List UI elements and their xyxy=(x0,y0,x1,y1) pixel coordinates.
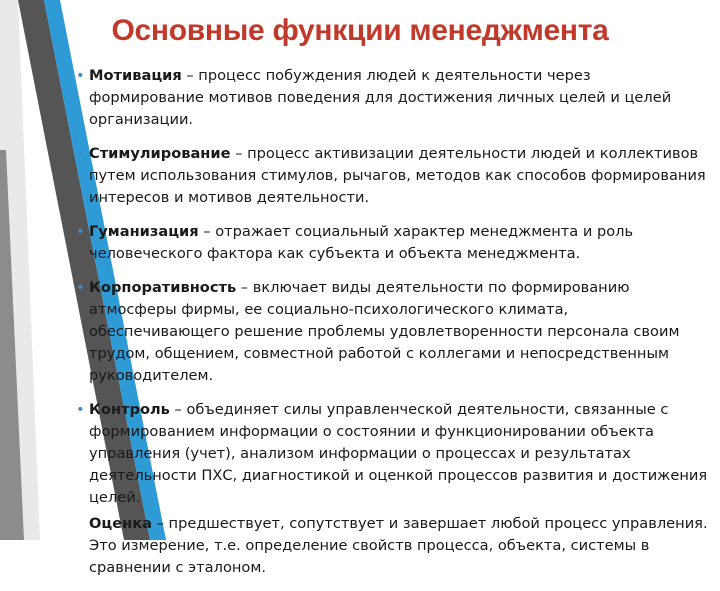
item-desc: – предшествует, сопутствует и завершает любой процесс управления. Это измерение, т.е. определение свойств процесса, объекта, системы в сравнении с эталоном. xyxy=(89,515,708,576)
item-text xyxy=(76,399,708,509)
item-term: Контроль xyxy=(89,401,170,418)
list-item xyxy=(76,221,708,265)
list-item xyxy=(76,143,708,209)
item-desc: – отражает социальный характер менеджмента и роль человеческого фактора как субъекта и объекта менеджмента. xyxy=(89,223,634,262)
list-item xyxy=(76,65,708,131)
item-desc: – объединяет силы управленческой деятельности, связанные с формированием информации о состоянии и функционировании объекта управления (учет), анализом информации о процессах и результатах деятельности ПХС, диагностикой и оценкой процессов развития и достижения целей. xyxy=(89,401,708,506)
list-item xyxy=(76,277,708,387)
bullet-icon: • xyxy=(76,223,85,240)
item-desc: – процесс побуждения людей к деятельности через формирование мотивов поведения для достижения личных целей и целей организации. xyxy=(89,67,672,128)
item-text xyxy=(76,221,708,265)
bullet-icon: • xyxy=(76,401,85,418)
item-term: Корпоративность xyxy=(89,279,237,296)
bullet-icon: • xyxy=(76,279,85,296)
item-term: Мотивация xyxy=(89,67,182,84)
list-item xyxy=(76,399,708,509)
item-desc: – процесс активизации деятельности людей и коллективов путем использования стимулов, рычагов, методов как способов формирования интересов и мотивов деятельности. xyxy=(89,145,706,206)
item-text xyxy=(76,277,708,387)
item-term: Стимулирование xyxy=(89,145,231,162)
item-text xyxy=(76,143,708,209)
item-term: Гуманизация xyxy=(89,223,199,240)
slide-title: Основные функции менеджмента xyxy=(111,14,609,47)
item-desc: – включает виды деятельности по формированию атмосферы фирмы, ее социально-психологического климата, обеспечивающего решение проблемы удовлетворенности персонала своим трудом, общением, совместной работой с коллегами и непосредственным руководителем. xyxy=(89,279,680,384)
list-item xyxy=(76,513,708,579)
bullet-list xyxy=(76,65,708,591)
bullet-icon: • xyxy=(76,145,85,162)
item-text xyxy=(76,513,708,579)
item-text xyxy=(76,65,708,131)
item-term: Оценка xyxy=(89,515,152,532)
bullet-icon: • xyxy=(76,67,85,84)
